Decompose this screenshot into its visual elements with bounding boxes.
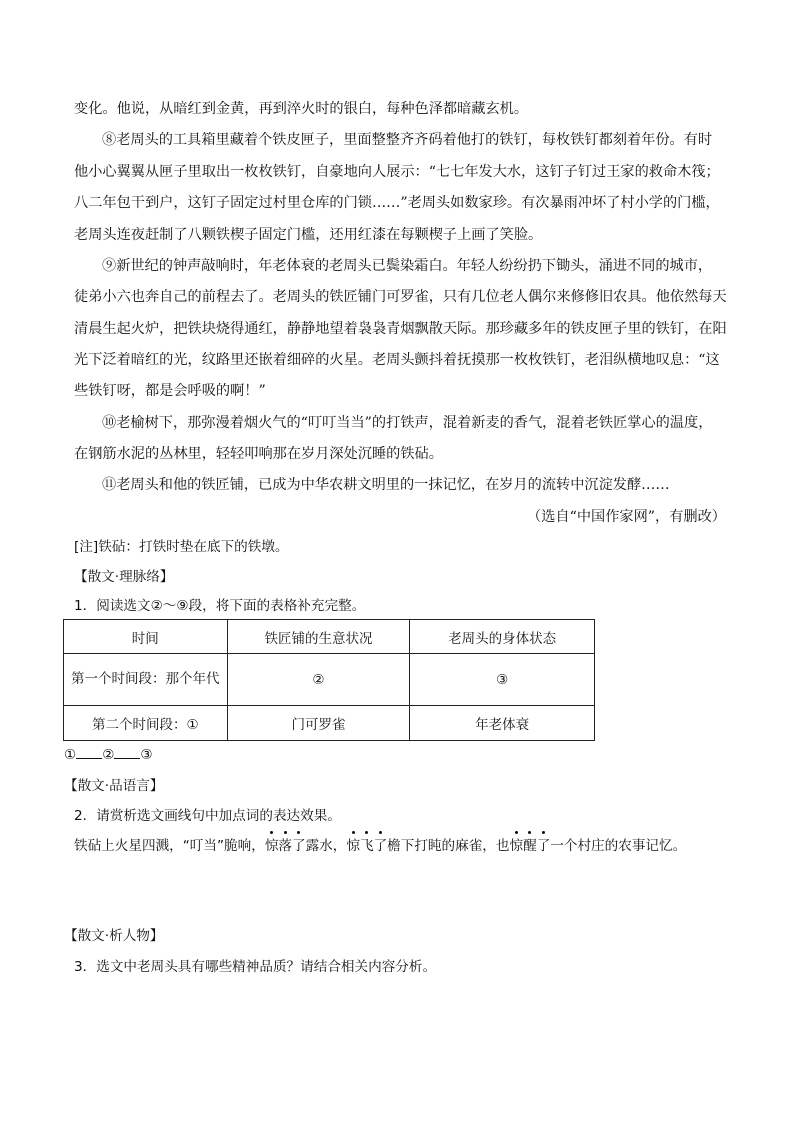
answer-blanks bbox=[64, 745, 716, 765]
table-header-cell: 老周头的身体状态 bbox=[410, 620, 595, 654]
table-cell: 门可罗雀 bbox=[227, 706, 410, 741]
answer-table bbox=[63, 619, 595, 741]
paragraph-9-line: ⑨新世纪的钟声敲响时，年老体衰的老周头已鬓染霜白。年轻人纷纷扔下锄头，涌进不同的城市， bbox=[102, 258, 713, 274]
dotted-word bbox=[265, 838, 306, 854]
paragraph-9-line: 光下泛着暗红的光，纹路里还嵌着细碎的火星。老周头颤抖着抚摸那一枚枚铁钉，老泪纵横地叹息：“这 bbox=[74, 352, 720, 368]
emphasis-dot-char: 飞 bbox=[359, 838, 374, 854]
section-heading: 【散文·析人物】 bbox=[64, 928, 164, 944]
paragraph-8-line: 老周头连夜赶制了八颗铁楔子固定门槛，还用红漆在每颗楔子上画了笑脸。 bbox=[74, 227, 543, 243]
paragraph-10-line: 在钢筋水泥的丛林里，轻轻叩响那在岁月深处沉睡的铁砧。 bbox=[74, 446, 443, 462]
answer-blank[interactable] bbox=[76, 746, 102, 759]
paragraph-8-line: ⑧老周头的工具箱里藏着个铁皮匣子，里面整整齐齐码着他打的铁钉，每枚铁钉都刻着年份。有时 bbox=[102, 132, 713, 148]
paragraph-11: ⑪老周头和他的铁匠铺，已成为中华农耕文明里的一抹记忆，在岁月的流转中沉淀发酵…… bbox=[102, 477, 670, 493]
table-cell: 第一个时间段：那个年代 bbox=[64, 654, 228, 706]
paragraph-8-line: 八二年包干到户，这钉子固定过村里仓库的门锁……”老周头如数家珍。有次暴雨冲坏了村小学的门槛， bbox=[74, 195, 720, 211]
table-cell-blank[interactable]: ② bbox=[227, 654, 410, 706]
table-cell-blank[interactable]: ③ bbox=[410, 654, 595, 706]
section-heading: 【散文·品语言】 bbox=[64, 778, 164, 794]
table-row bbox=[64, 706, 595, 741]
emphasis-dot-char: 了 bbox=[536, 838, 551, 854]
paragraph-8-line: 他小心翼翼从匣子里取出一枚枚铁钉，自豪地向人展示：“七七年发大水，这钉子钉过王家的救命木筏； bbox=[74, 164, 720, 180]
paragraph-9-line: 些铁钉呀，都是会呼吸的啊！” bbox=[74, 383, 266, 399]
table-cell: 年老体衰 bbox=[410, 706, 595, 741]
question-2-sentence bbox=[74, 836, 726, 856]
table-header-row bbox=[64, 620, 595, 654]
emphasis-dot-char: 惊 bbox=[509, 838, 524, 854]
table-header-cell: 铁匠铺的生意状况 bbox=[227, 620, 410, 654]
paragraph-9-line: 徒弟小六也奔自己的前程去了。老周头的铁匠铺门可罗雀，只有几位老人偶尔来修修旧农具。他依然每天 bbox=[74, 289, 727, 305]
dotted-word bbox=[346, 838, 387, 854]
section-heading: 【散文·理脉络】 bbox=[74, 569, 174, 585]
answer-blank[interactable] bbox=[114, 746, 140, 759]
answer-mark: ③ bbox=[140, 747, 153, 763]
question-3-prompt: 3．选文中老周头具有哪些精神品质？请结合相关内容分析。 bbox=[74, 959, 437, 975]
answer-mark: ② bbox=[102, 747, 115, 763]
paragraph-9-line: 清晨生起火炉，把铁块烧得通红，静静地望着袅袅青烟飘散天际。那珍藏多年的铁皮匣子里的铁钉，在阳 bbox=[74, 321, 727, 337]
paragraph-7-tail: 变化。他说，从暗红到金黄，再到淬火时的银白，每种色泽都暗藏玄机。 bbox=[74, 101, 529, 117]
answer-mark: ① bbox=[64, 747, 77, 763]
sentence-segment: 露水， bbox=[305, 838, 347, 854]
table-header-cell: 时间 bbox=[64, 620, 228, 654]
sentence-segment: 檐下打盹的麻雀，也 bbox=[387, 838, 510, 854]
sentence-segment: 一个村庄的农事记忆。 bbox=[550, 838, 687, 854]
dotted-word bbox=[510, 838, 551, 854]
table-cell: 第二个时间段：① bbox=[64, 706, 228, 741]
table-row bbox=[64, 654, 595, 706]
source-citation: （选自“中国作家网”，有删改） bbox=[527, 509, 726, 525]
question-2-prompt: 2．请赏析选文画线句中加点词的表达效果。 bbox=[74, 808, 341, 824]
annotation-note: [注]铁砧：打铁时垫在底下的铁墩。 bbox=[74, 539, 289, 555]
emphasis-dot-char: 惊 bbox=[264, 838, 279, 854]
emphasis-dot-char: 惊 bbox=[346, 838, 360, 854]
question-1-prompt: 1．阅读选文②～⑨段，将下面的表格补充完整。 bbox=[74, 598, 366, 614]
emphasis-dot-char: 醒 bbox=[523, 838, 537, 854]
sentence-segment: 铁砧上火星四溅，“叮当”脆响， bbox=[74, 838, 265, 854]
emphasis-dot-char: 落 bbox=[278, 838, 292, 854]
paragraph-10-line: ⑩老榆树下，那弥漫着烟火气的“叮叮当当”的打铁声，混着新麦的香气，混着老铁匠掌心的温度， bbox=[102, 415, 713, 431]
emphasis-dot-char: 了 bbox=[292, 838, 306, 854]
emphasis-dot-char: 了 bbox=[373, 838, 388, 854]
